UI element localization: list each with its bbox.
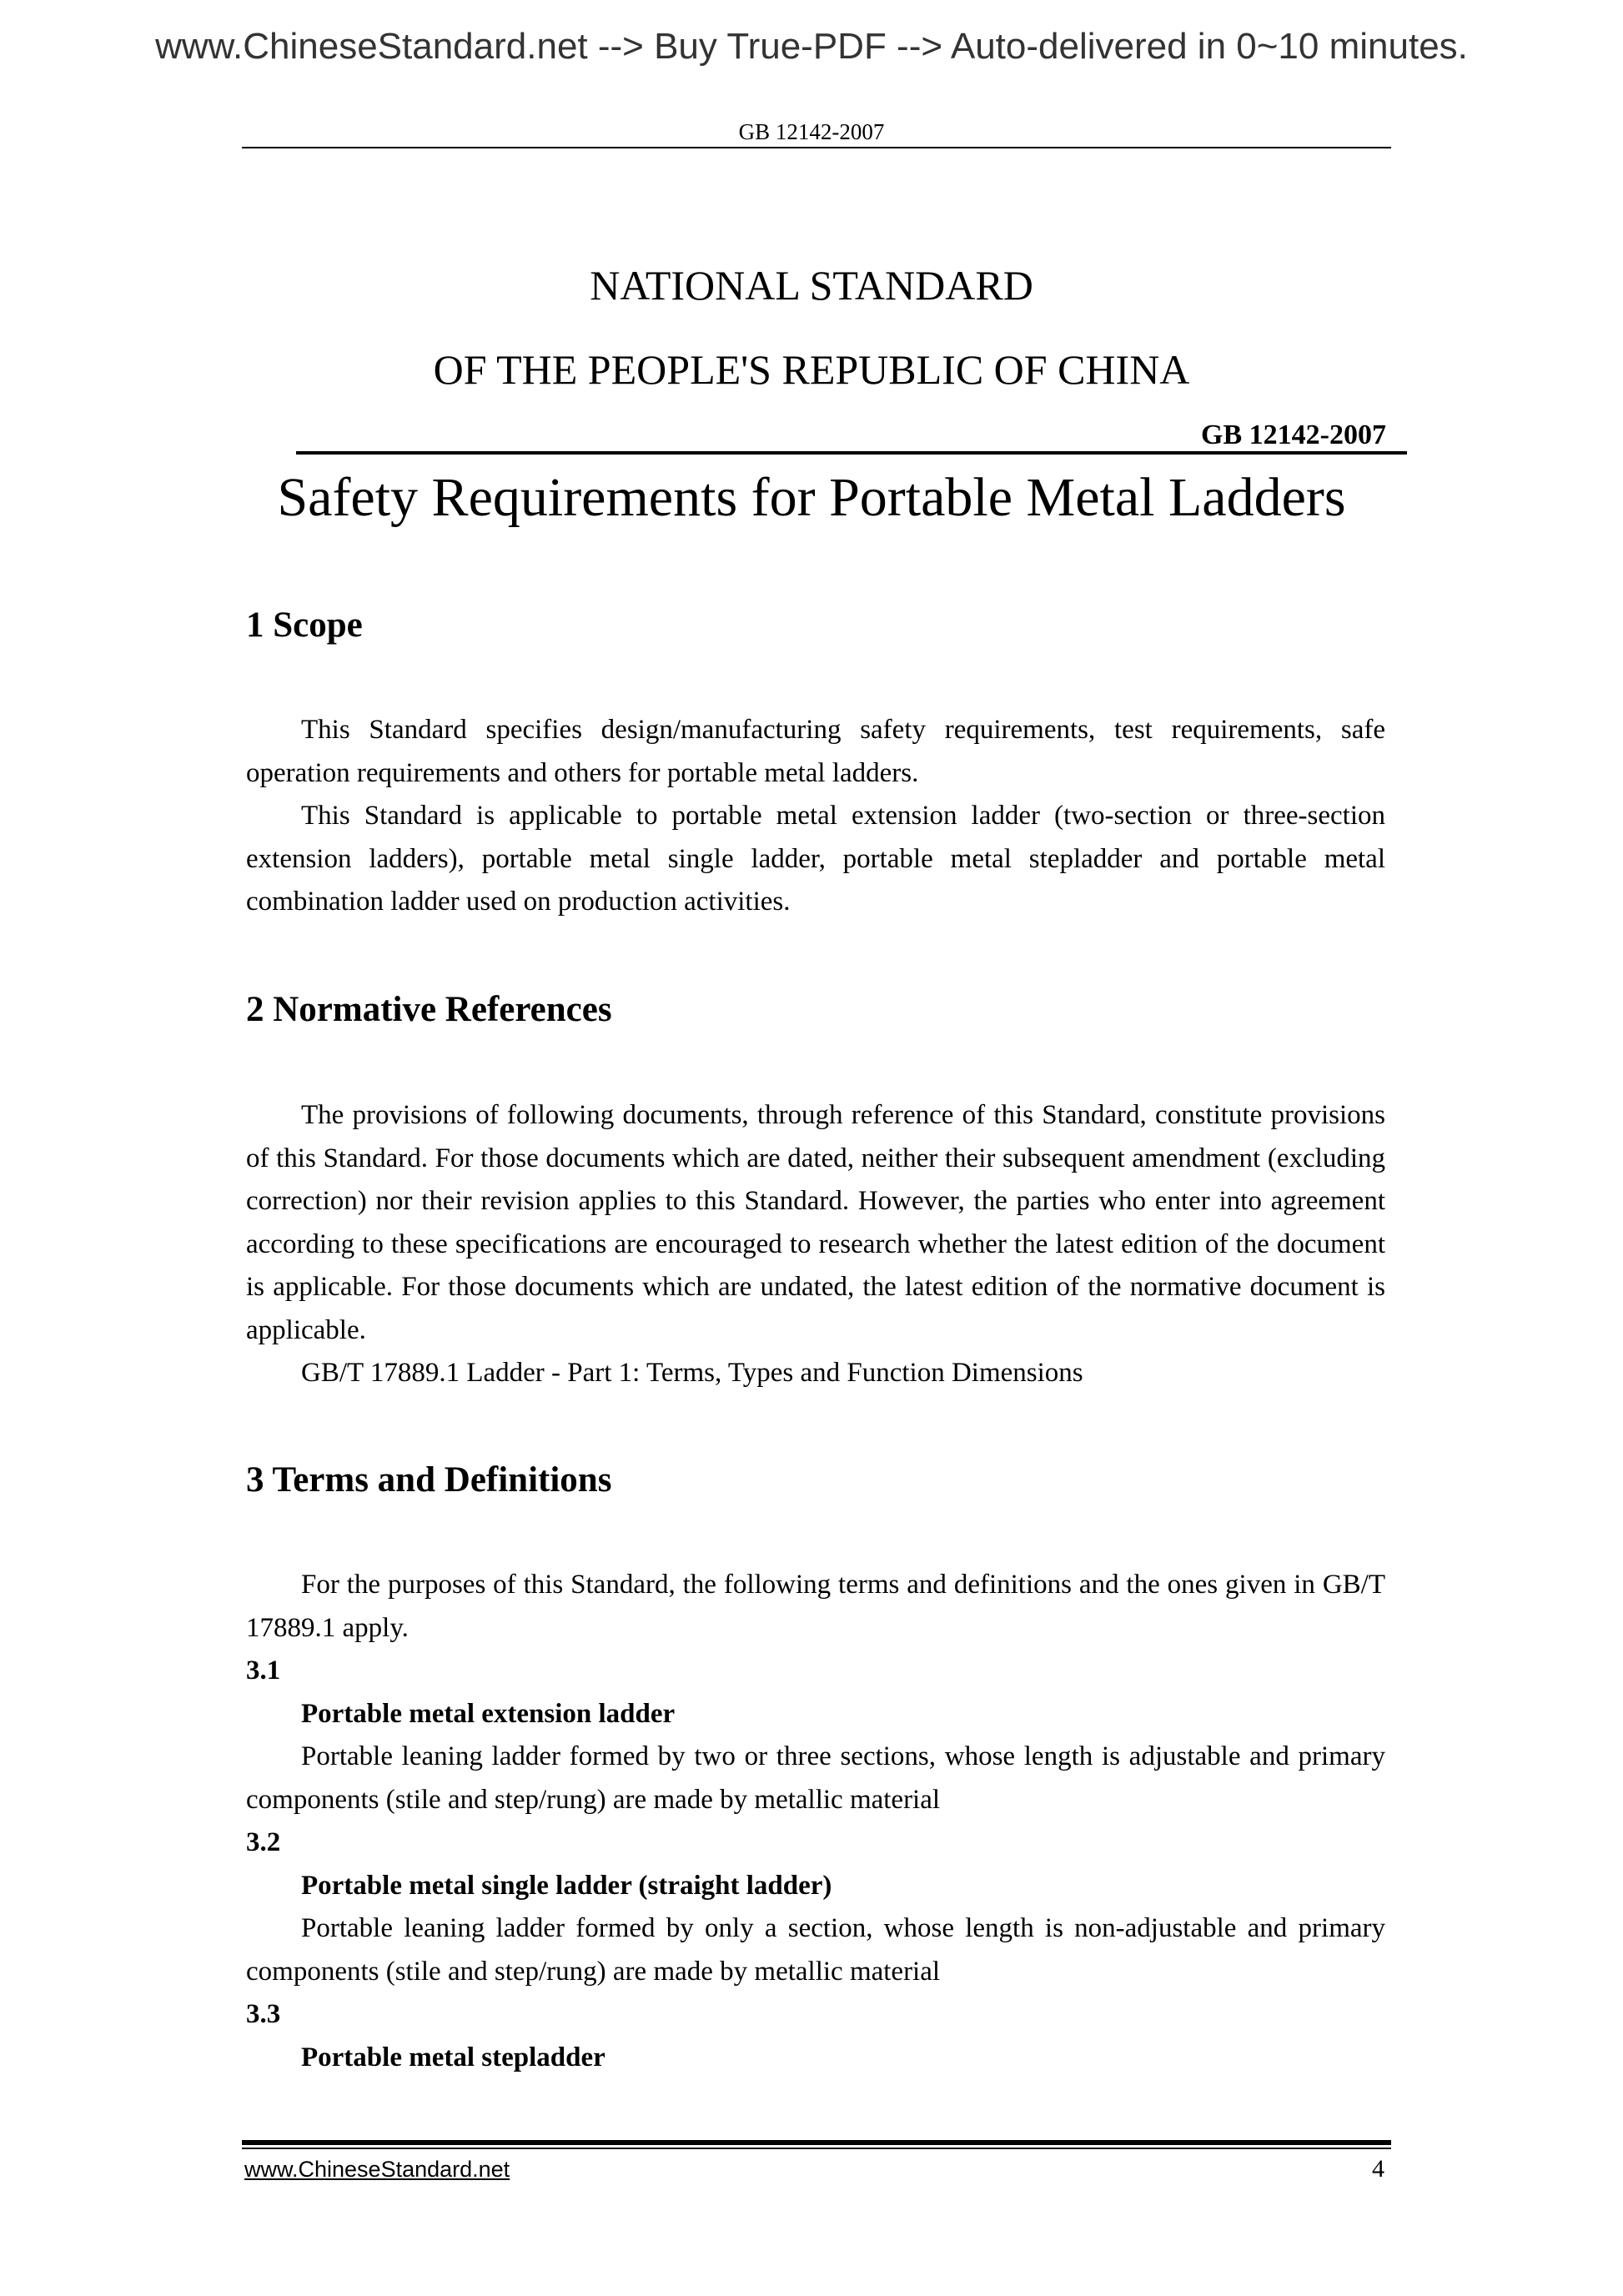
section-heading-references: 2 Normative References	[246, 990, 612, 1029]
reference-item: GB/T 17889.1 Ladder - Part 1: Terms, Types and Function Dimensions	[301, 1358, 1083, 1388]
term-title: Portable metal extension ladder	[301, 1699, 676, 1729]
terms-intro-paragraph: For the purposes of this Standard, the following terms and definitions and the ones given in GB/T 17889.1 apply.	[246, 1570, 1385, 1643]
site-banner: www.ChineseStandard.net --> Buy True-PDF --> Auto-delivered in 0~10 minutes.	[155, 26, 1468, 67]
footer-website-link[interactable]: www.ChineseStandard.net	[244, 2157, 510, 2182]
running-head: GB 12142-2007	[738, 119, 885, 144]
term-definition: Portable leaning ladder formed by only a section, whose length is non-adjustable and primary components (stile and step/rung) are made by metallic material	[246, 1913, 1385, 1987]
term-definition: Portable leaning ladder formed by two or three sections, whose length is adjustable and primary components (stile and step/rung) are made by metallic material	[246, 1741, 1385, 1815]
clause-number: 3.1	[246, 1655, 281, 1686]
footer-rule-thin	[242, 2148, 1391, 2149]
section-heading-terms: 3 Terms and Definitions	[246, 1460, 612, 1500]
standard-number: GB 12142-2007	[1201, 420, 1386, 450]
scope-paragraph-2: This Standard is applicable to portable metal extension ladder (two-section or three-section extension ladders), portable metal single ladder, portable metal stepladder and portable metal combination ladder used on production activities.	[246, 801, 1385, 917]
title-rule	[296, 451, 1407, 455]
clause-number: 3.2	[246, 1827, 281, 1857]
section-heading-scope: 1 Scope	[246, 605, 363, 645]
references-paragraph-1: The provisions of following documents, through reference of this Standard, constitute provisions of this Standard. For those documents which are dated, neither their subsequent amendment (excluding correction) nor their revision applies to this Standard. However, the parties who enter into agreement according to these specifications are encouraged to research whether the latest edition of the document is applicable. For those documents which are undated, the latest edition of the normative document is applicable.	[246, 1100, 1385, 1345]
standard-title-line-1: NATIONAL STANDARD	[590, 262, 1033, 309]
scope-paragraph-1: This Standard specifies design/manufacturing safety requirements, test requirements, safe operation requirements and others for portable metal ladders.	[246, 715, 1385, 788]
term-title: Portable metal single ladder (straight ladder)	[301, 1871, 832, 1901]
term-title: Portable metal stepladder	[301, 2042, 605, 2072]
clause-number: 3.3	[246, 1999, 281, 2029]
page-number: 4	[1372, 2155, 1384, 2183]
header-rule	[242, 147, 1391, 148]
standard-title-line-2: OF THE PEOPLE'S REPUBLIC OF CHINA	[433, 346, 1190, 393]
document-title: Safety Requirements for Portable Metal Ladders	[277, 467, 1346, 528]
footer-rule-thick	[242, 2140, 1391, 2145]
